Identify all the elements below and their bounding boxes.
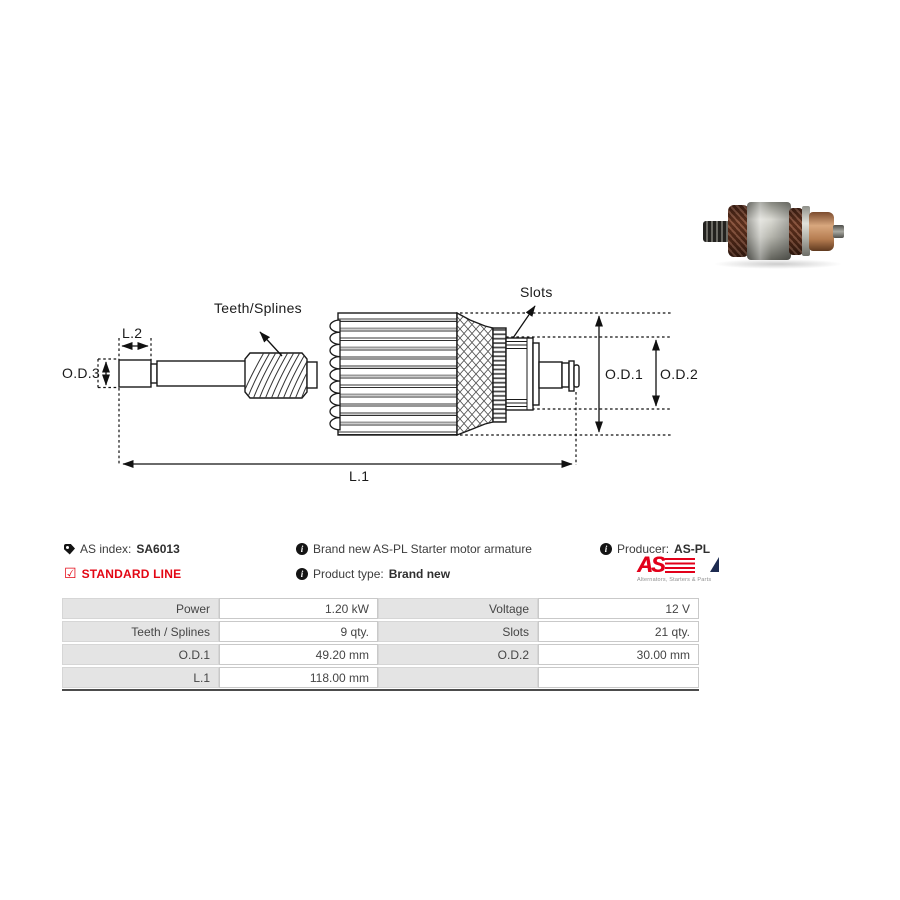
- producer-label: Producer:: [617, 542, 670, 556]
- diagram-label-od2: O.D.2: [660, 366, 699, 382]
- diagram-label-teeth-splines: Teeth/Splines: [214, 300, 302, 316]
- standard-line-row: [64, 567, 181, 581]
- spec-label: Teeth / Splines: [62, 621, 219, 642]
- spec-label: Slots: [378, 621, 538, 642]
- logo-as-text: AS: [637, 552, 664, 577]
- spec-value: 21 qty.: [538, 621, 699, 642]
- spec-value: 30.00 mm: [538, 644, 699, 665]
- standard-line-badge: STANDARD LINE: [81, 567, 182, 581]
- diagram-label-od1: O.D.1: [605, 366, 644, 382]
- checkbox-icon: ☑: [64, 565, 77, 582]
- shaft-end-left: [119, 360, 151, 387]
- armature-diagram: [60, 275, 700, 507]
- diagram-label-slots: Slots: [520, 284, 553, 300]
- product-type-row: [296, 567, 450, 581]
- as-index-row: [64, 542, 180, 556]
- as-index-value: SA6013: [136, 542, 180, 556]
- winding-petals: [330, 320, 340, 430]
- product-description: Brand new AS-PL Starter motor armature: [313, 542, 532, 556]
- diagram-label-od3: O.D.3: [62, 365, 101, 381]
- info-icon: i: [296, 543, 308, 555]
- diagram-label-l1: L.1: [349, 468, 370, 484]
- spec-label: O.D.1: [62, 644, 219, 665]
- producer-value: AS-PL: [674, 542, 711, 556]
- info-icon: i: [296, 568, 308, 580]
- photo-splined-shaft: [703, 221, 730, 242]
- logo-navy-triangle: [710, 557, 719, 572]
- spec-value: [538, 667, 699, 688]
- photo-commutator: [809, 212, 834, 251]
- logo-stripes: [665, 558, 695, 573]
- info-icon: i: [600, 543, 612, 555]
- diagram-label-l2: L.2: [122, 325, 143, 341]
- photo-core-body: [747, 202, 791, 260]
- shaft-end-right: [539, 362, 562, 388]
- product-type-value: Brand new: [388, 567, 451, 581]
- spec-label: Voltage: [378, 598, 538, 619]
- as-index-label: AS index:: [80, 542, 132, 556]
- shaft-long: [157, 361, 250, 386]
- spec-value: 1.20 kW: [219, 598, 378, 619]
- spec-table: [62, 598, 699, 691]
- spec-label: [378, 667, 538, 688]
- spec-value: 12 V: [538, 598, 699, 619]
- laminated-core: [338, 313, 457, 435]
- product-type-label: Product type:: [313, 567, 384, 581]
- product-photo: [703, 193, 855, 269]
- description-row: [296, 542, 532, 556]
- photo-winding-left: [728, 205, 749, 257]
- armature-diagram-svg: [60, 275, 700, 507]
- winding-end: [457, 313, 493, 435]
- photo-winding-right: [789, 208, 803, 255]
- spec-value: 49.20 mm: [219, 644, 378, 665]
- tag-icon: [64, 544, 75, 555]
- spec-label: O.D.2: [378, 644, 538, 665]
- logo-tagline: Alternators, Starters & Parts: [637, 577, 712, 583]
- table-bottom-border: [62, 689, 699, 691]
- photo-shadow: [713, 259, 843, 269]
- spec-label: L.1: [62, 667, 219, 688]
- spec-value: 9 qty.: [219, 621, 378, 642]
- as-pl-logo: [637, 554, 717, 583]
- photo-shaft-tip: [833, 225, 844, 238]
- spec-label: Power: [62, 598, 219, 619]
- spec-value: 118.00 mm: [219, 667, 378, 688]
